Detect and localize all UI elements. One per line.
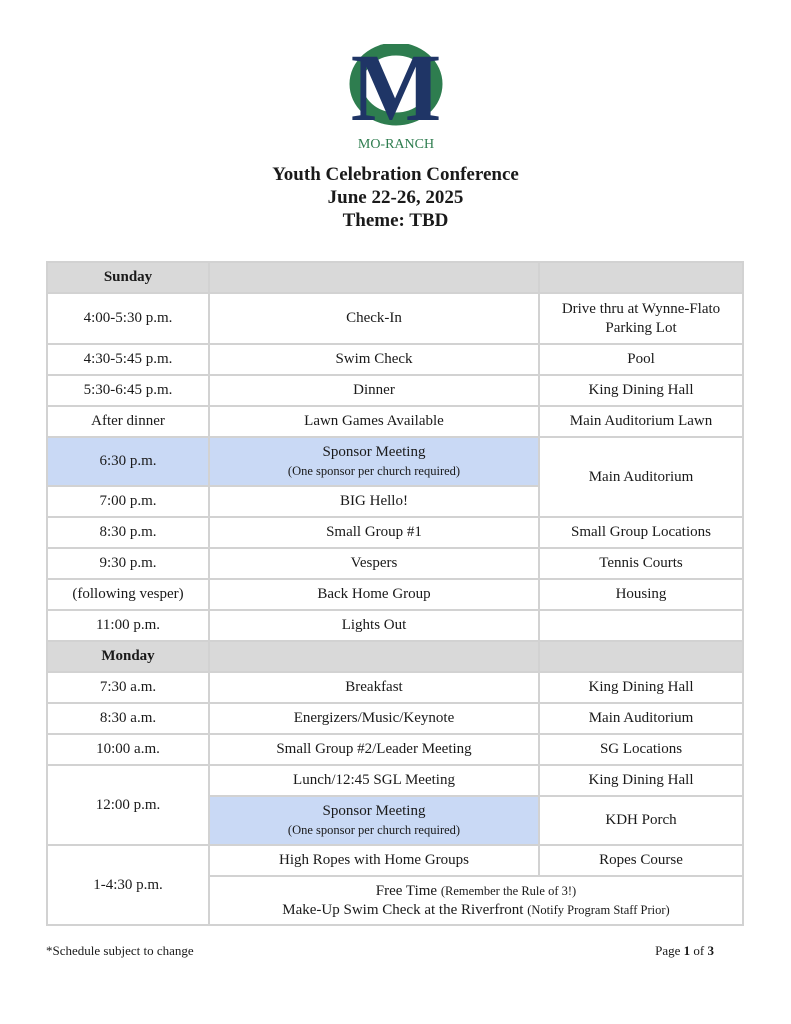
logo-letter: M	[350, 44, 442, 141]
event-note: (One sponsor per church required)	[287, 822, 461, 837]
day-label: Monday	[47, 641, 209, 672]
table-row	[47, 517, 743, 548]
time-cell: 4:00-5:30 p.m.	[47, 293, 209, 344]
event-cell: Breakfast	[209, 672, 539, 703]
event-cell: BIG Hello!	[209, 486, 539, 517]
event-cell: Small Group #1	[209, 517, 539, 548]
location-cell: King Dining Hall	[539, 672, 743, 703]
event-title: Sponsor Meeting	[322, 802, 426, 819]
location-cell: Main Auditorium	[539, 703, 743, 734]
page-indicator	[655, 943, 714, 959]
location-cell: Housing	[539, 579, 743, 610]
table-row	[47, 703, 743, 734]
table-row	[47, 548, 743, 579]
location-cell: Main Auditorium	[539, 437, 743, 517]
location-cell	[539, 610, 743, 641]
location-cell: Pool	[539, 344, 743, 375]
conference-dates: June 22-26, 2025	[327, 187, 464, 208]
time-cell: (following vesper)	[47, 579, 209, 610]
location-cell: Drive thru at Wynne-Flato Parking Lot	[539, 293, 743, 344]
event-cell: Energizers/Music/Keynote	[209, 703, 539, 734]
event-title: Free Time	[375, 882, 438, 899]
event-cell: Small Group #2/Leader Meeting	[209, 734, 539, 765]
page-prefix: Page	[655, 943, 681, 958]
time-cell: 10:00 a.m.	[47, 734, 209, 765]
table-row	[47, 293, 743, 344]
event-cell: Dinner	[209, 375, 539, 406]
event-cell: Lawn Games Available	[209, 406, 539, 437]
time-cell: 11:00 p.m.	[47, 610, 209, 641]
location-cell: Ropes Course	[539, 845, 743, 876]
time-cell: 8:30 p.m.	[47, 517, 209, 548]
event-title: Sponsor Meeting	[322, 443, 426, 460]
time-cell: 5:30-6:45 p.m.	[47, 375, 209, 406]
time-cell: After dinner	[47, 406, 209, 437]
time-cell: 7:00 p.m.	[47, 486, 209, 517]
location-cell: King Dining Hall	[539, 765, 743, 796]
time-cell: 1-4:30 p.m.	[47, 845, 209, 925]
conference-title: Youth Celebration Conference	[272, 164, 519, 185]
table-row	[47, 672, 743, 703]
location-cell: Main Auditorium Lawn	[539, 406, 743, 437]
table-row	[47, 579, 743, 610]
page-current: 1	[683, 943, 691, 958]
logo-text: MO-RANCH	[357, 137, 435, 152]
page-of: of	[693, 943, 705, 958]
event-cell: Lunch/12:45 SGL Meeting	[209, 765, 539, 796]
location-cell: Small Group Locations	[539, 517, 743, 548]
event-cell: Check-In	[209, 293, 539, 344]
mo-ranch-logo	[344, 44, 448, 152]
location-cell: King Dining Hall	[539, 375, 743, 406]
event-title: Make-Up Swim Check at the Riverfront	[282, 901, 524, 918]
table-row	[47, 845, 743, 876]
event-note: (Notify Program Staff Prior)	[527, 902, 670, 917]
conference-theme: Theme: TBD	[342, 210, 449, 231]
event-cell: Swim Check	[209, 344, 539, 375]
time-cell: 6:30 p.m.	[47, 437, 209, 486]
location-cell: SG Locations	[539, 734, 743, 765]
time-cell: 9:30 p.m.	[47, 548, 209, 579]
event-cell: Vespers	[209, 548, 539, 579]
schedule-table	[46, 261, 744, 926]
event-cell	[209, 796, 539, 845]
table-row	[47, 406, 743, 437]
time-cell: 12:00 p.m.	[47, 765, 209, 845]
day-header-row	[47, 262, 743, 293]
time-cell: 4:30-5:45 p.m.	[47, 344, 209, 375]
event-cell: High Ropes with Home Groups	[209, 845, 539, 876]
time-cell: 7:30 a.m.	[47, 672, 209, 703]
table-row	[47, 375, 743, 406]
event-cell: Lights Out	[209, 610, 539, 641]
location-cell: KDH Porch	[539, 796, 743, 845]
event-note: (One sponsor per church required)	[287, 463, 461, 478]
event-note: (Remember the Rule of 3!)	[440, 883, 577, 898]
event-cell: Back Home Group	[209, 579, 539, 610]
time-cell: 8:30 a.m.	[47, 703, 209, 734]
event-cell	[209, 876, 743, 925]
table-row	[47, 765, 743, 796]
day-label: Sunday	[47, 262, 209, 293]
footnote: *Schedule subject to change	[46, 943, 194, 958]
table-row	[47, 344, 743, 375]
location-cell: Tennis Courts	[539, 548, 743, 579]
day-header-row	[47, 641, 743, 672]
table-row	[47, 610, 743, 641]
table-row	[47, 437, 743, 486]
event-cell	[209, 437, 539, 486]
page-total: 3	[707, 943, 714, 958]
table-row	[47, 734, 743, 765]
